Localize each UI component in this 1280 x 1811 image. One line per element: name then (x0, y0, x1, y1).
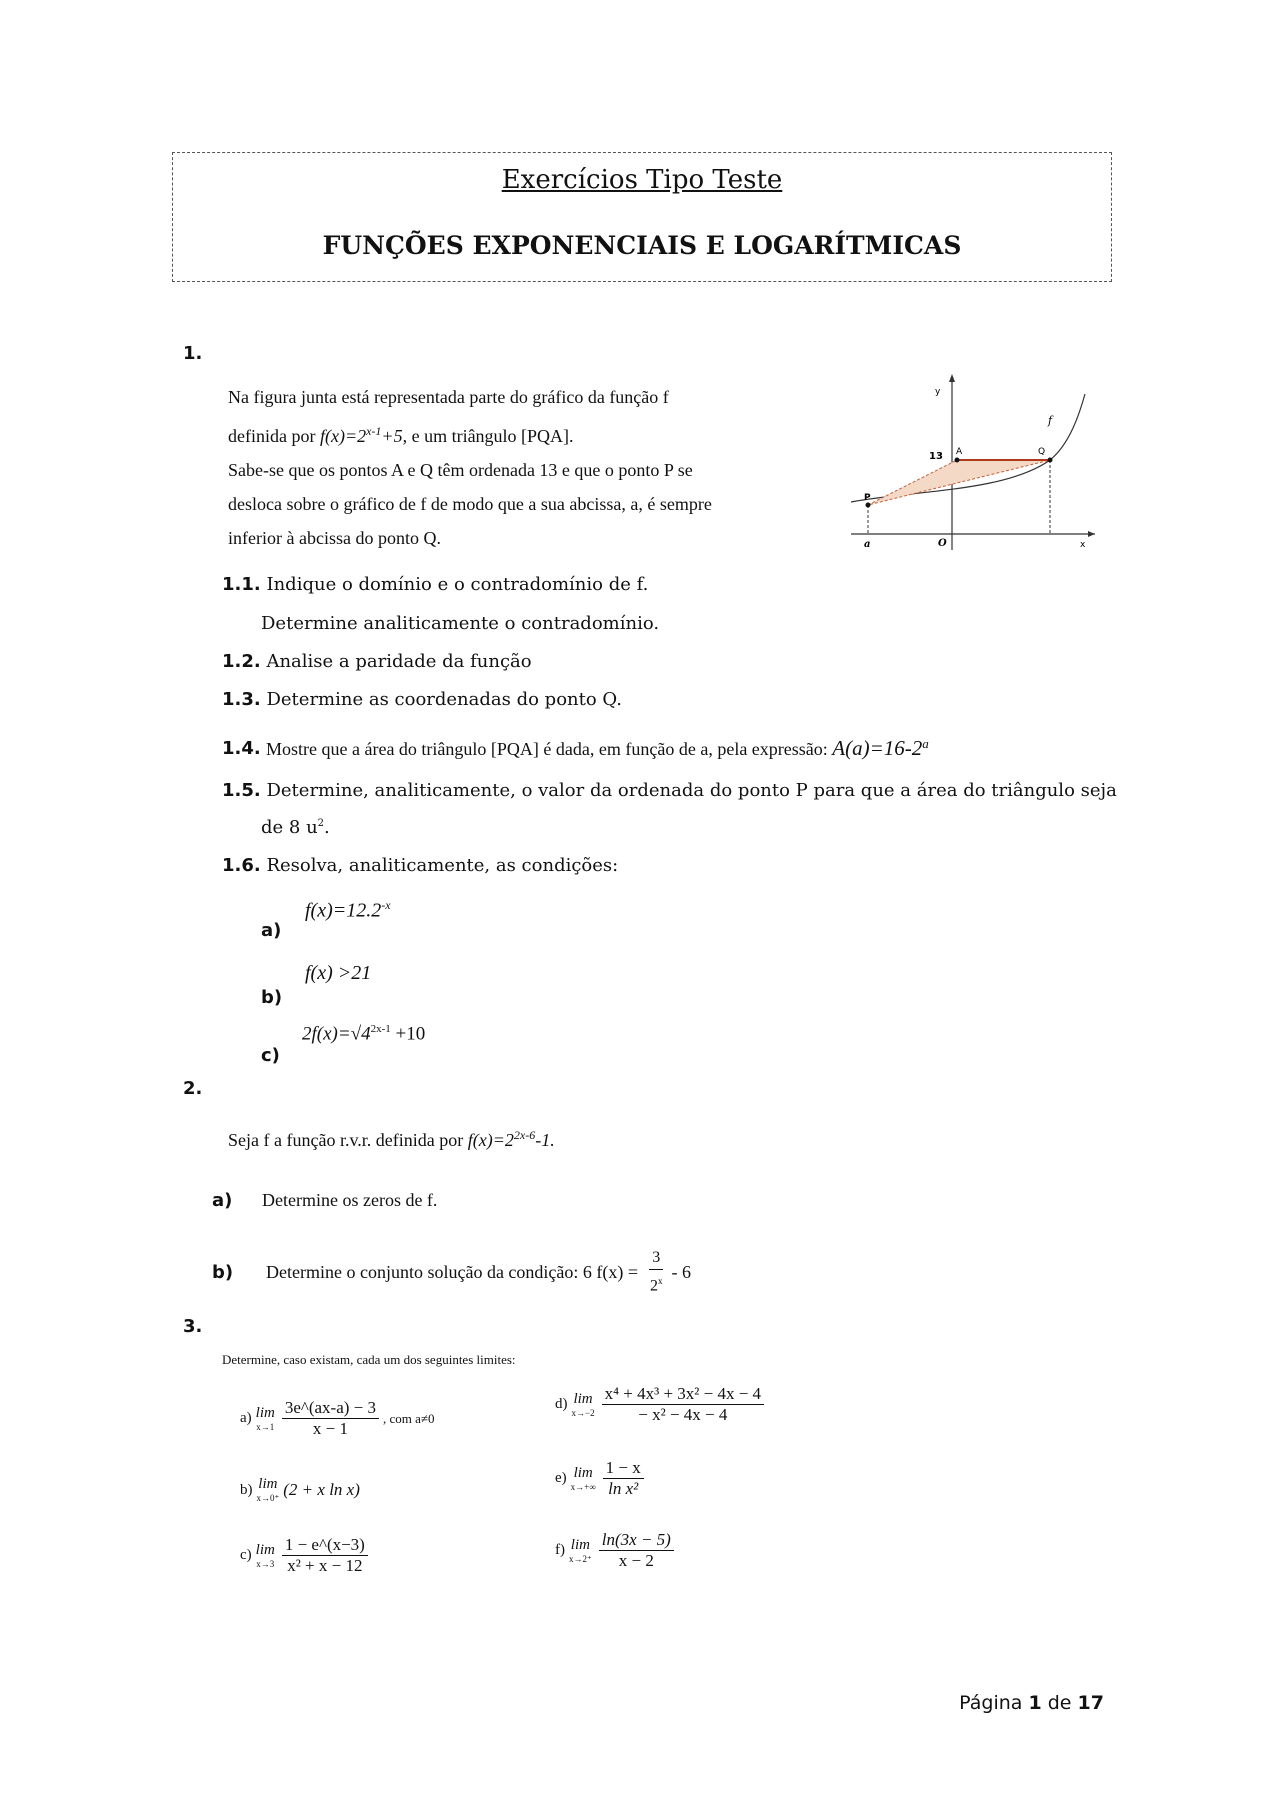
limit-d: d) lim x→−2 $\frac{\text{x⁴ + 4x³ + 3x² − 4x − 4}}{\text{− x² − 4x − 4}}$ (555, 1384, 764, 1425)
item-1-4-number: 1.4. (222, 738, 261, 759)
question-1-intro (228, 380, 788, 555)
question-3-number: 3. (183, 1316, 203, 1337)
question-2-a-text: Determine os zeros de f. (262, 1190, 438, 1210)
fraction-3-over-2x: $\frac{3}{2^x}$ (650, 1249, 663, 1295)
label-a-point: A (956, 447, 963, 457)
x-axis-arrow (1088, 531, 1095, 537)
limit-f: f) lim x→2⁺ $\frac{\ln(3x - 5)}{x - 2}$ (555, 1530, 674, 1571)
item-1-6: 1.6. Resolva, analiticamente, as condições: (222, 855, 619, 876)
intro-line-5: inferior à abcissa do ponto Q. (228, 528, 441, 548)
title-box (172, 152, 1112, 282)
label-p-point: P (864, 493, 871, 503)
label-a-abscissa: a (864, 539, 871, 550)
limit-c: c) lim x→3 $\frac{1 - e\^{}(x-3)}{\text{x² + x − 12}}$ (240, 1535, 368, 1576)
condition-b-expression: f(x) >21 (305, 962, 372, 984)
limit-a: a) lim x→1 $\frac{3e\^{}(ax-a) - 3}{x - 1}$ , com a≠0 (240, 1398, 435, 1438)
item-1-3: 1.3. Determine as coordenadas do ponto Q. (222, 689, 623, 710)
function-graph-figure (845, 372, 1100, 552)
triangle-pqa (868, 460, 1050, 505)
document-subtitle: FUNÇÕES EXPONENCIAIS E LOGARÍTMICAS (322, 231, 962, 260)
document-title: Exercícios Tipo Teste (501, 165, 783, 195)
label-origin: O (938, 538, 947, 549)
condition-c-label: c) (261, 1045, 280, 1066)
item-1-4-text: Mostre que a área do triângulo [PQA] é dada, em função de a, pela expressão: $A(a)=16-2^a$ (266, 736, 929, 760)
question-2-intro: Seja f a função r.v.r. definida por $f(x)=2^{2x-6}-1$. (228, 1128, 555, 1150)
limit-e: e) lim x→+∞ $\frac{1 - x}{\text{ln x²}}$ (555, 1458, 644, 1499)
intro-line-3: Sabe-se que os pontos A e Q têm ordenada 13 e que o ponto P se (228, 460, 693, 480)
intro-line-4: desloca sobre o gráfico de f de modo que a sua abcissa, a, é sempre (228, 494, 712, 514)
item-1-5: 1.5. Determine, analiticamente, o valor da ordenada do ponto P para que a área do triângulo seja (222, 780, 1117, 801)
condition-c-expression: $2f(x)=√4^{2x-1} +10$ (302, 1023, 426, 1045)
point-p (866, 503, 871, 508)
question-2-number: 2. (183, 1078, 203, 1099)
item-1-5-line-2: de 8 $u^2$. (261, 817, 330, 838)
y-axis-arrow (949, 374, 955, 382)
label-q-point: Q (1038, 447, 1046, 457)
question-1-number: 1. (183, 343, 203, 364)
y-axis-label: y (935, 387, 941, 397)
item-1-1-line-2: Determine analiticamente o contradomínio. (261, 613, 660, 634)
question-3-intro: Determine, caso existam, cada um dos seguintes limites: (222, 1352, 516, 1367)
intro-line-1: Na figura junta está representada parte do gráfico da função f (228, 387, 669, 407)
point-a (955, 458, 960, 463)
limit-b: b) lim x→0⁺ (2 + x ln x) (240, 1476, 360, 1503)
label-13: 13 (929, 451, 943, 462)
page-number: Página 1 de 17 (959, 1692, 1104, 1714)
point-q (1048, 458, 1053, 463)
condition-a-label: a) (261, 920, 282, 941)
x-axis-label: x (1080, 540, 1086, 550)
question-2-b-text: Determine o conjunto solução da condição: 6 f(x) = $\frac{3}{2^x}$ - 6 (266, 1247, 691, 1297)
condition-b-label: b) (261, 987, 283, 1008)
intro-line-2: definida por $f(x)=2^{x-1}+5$, e um triângulo [PQA]. (228, 424, 574, 446)
item-1-2: 1.2. Analise a paridade da função (222, 651, 532, 672)
question-2-b-label: b) (212, 1262, 234, 1283)
label-f: f (1048, 414, 1053, 427)
condition-a-expression: $f(x)=12.2^{-x}$ (305, 898, 391, 922)
item-1-1: 1.1. Indique o domínio e o contradomínio de f. (222, 574, 649, 595)
question-2-a-label: a) (212, 1190, 233, 1211)
